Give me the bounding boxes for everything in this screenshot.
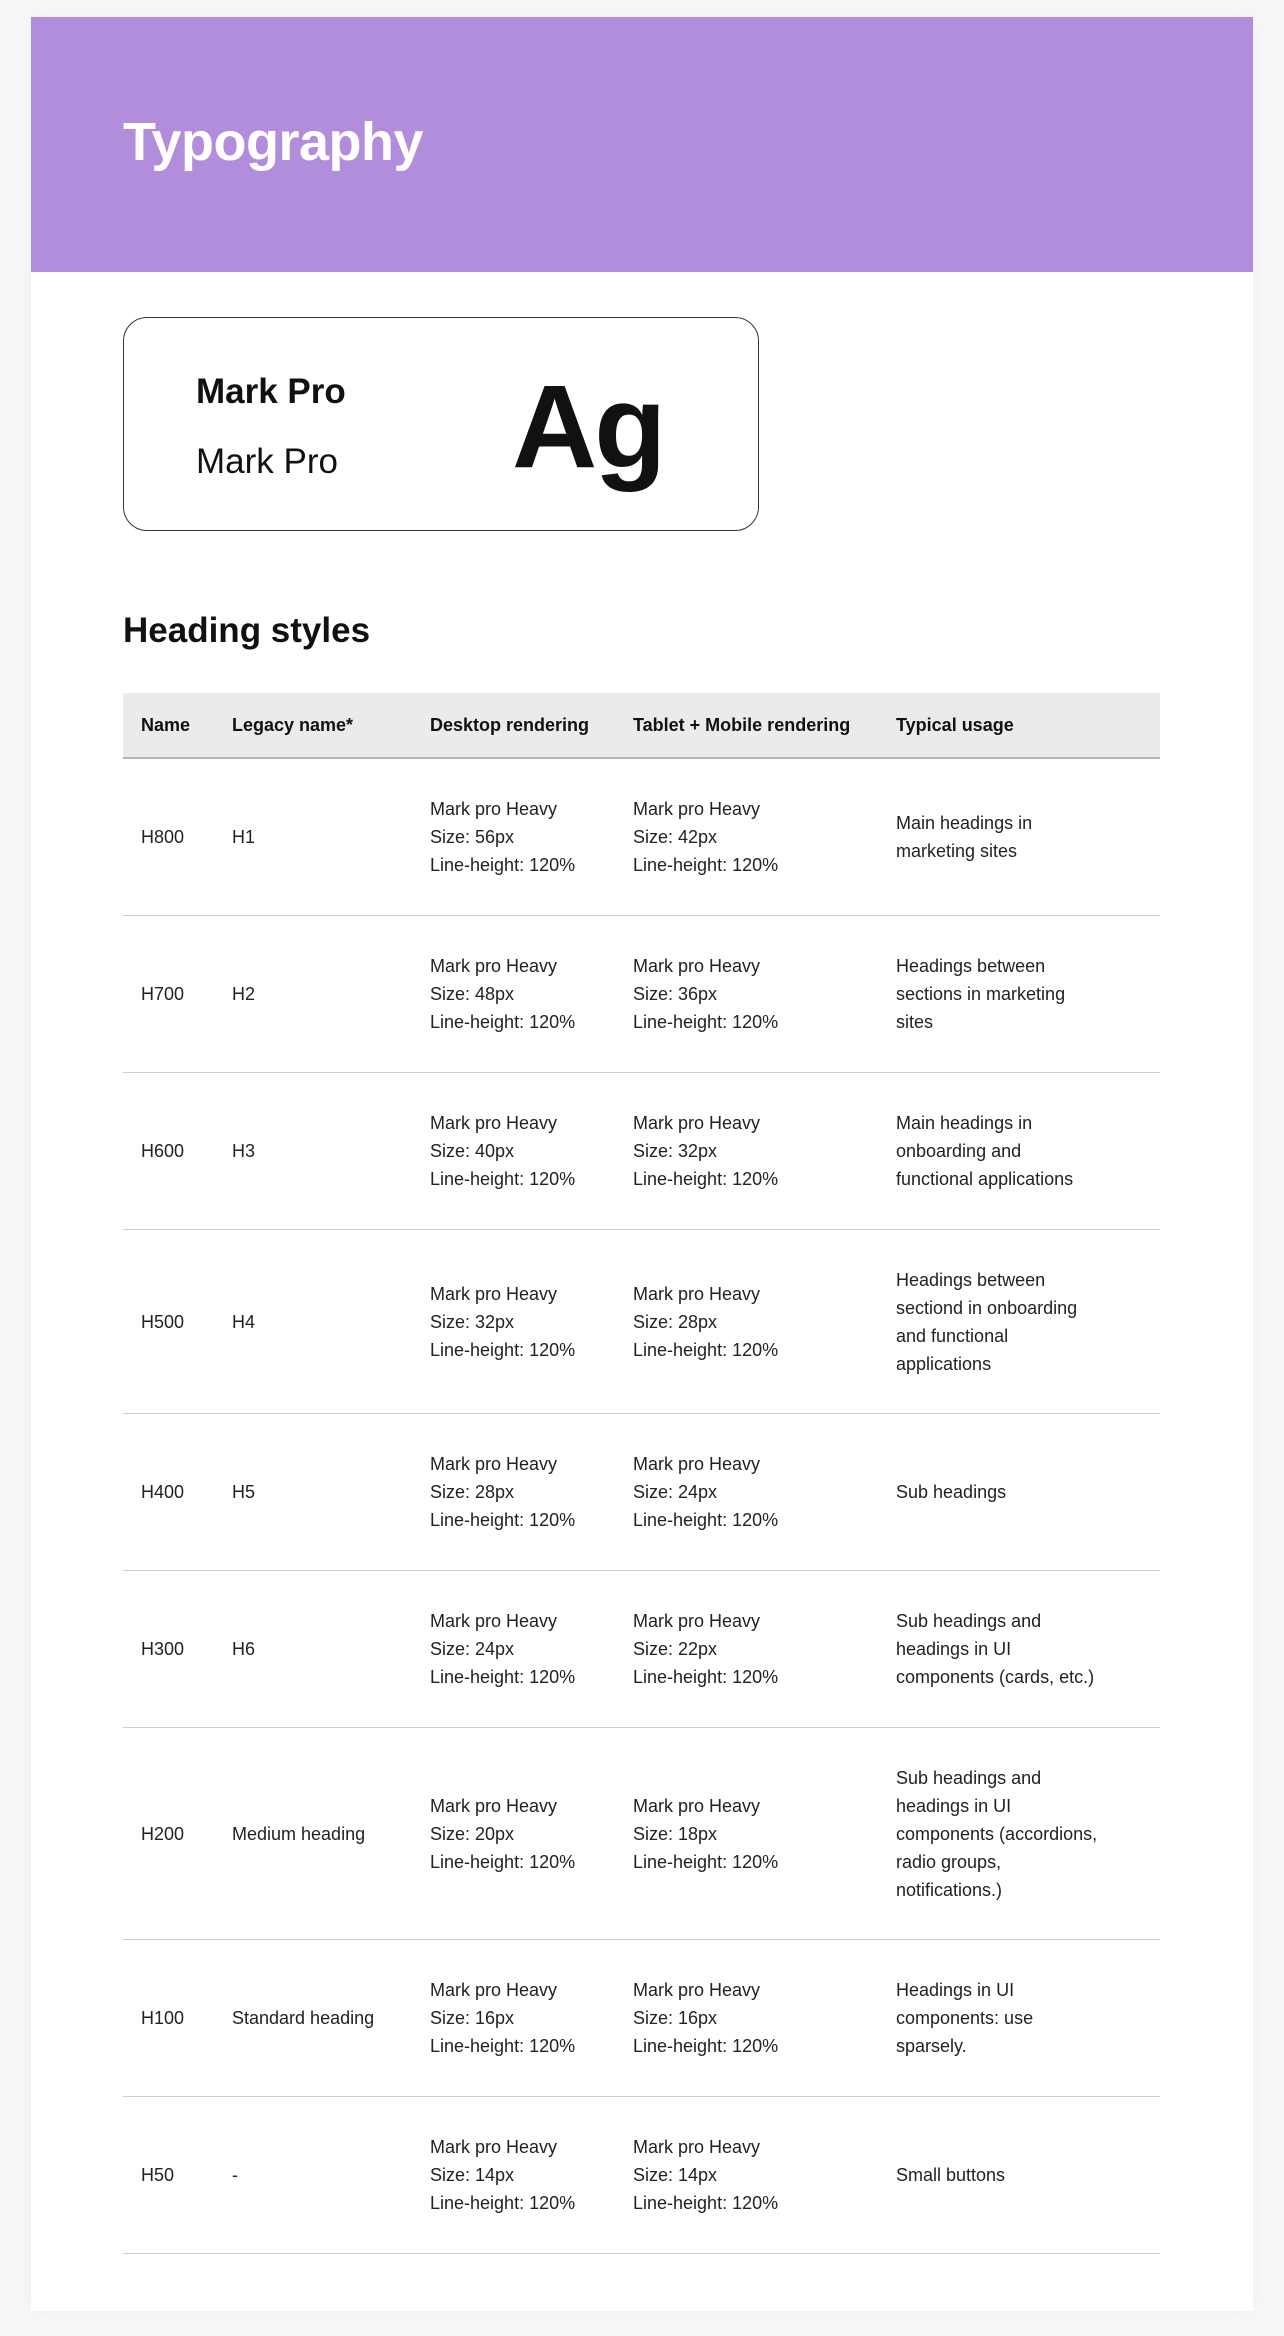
table-row xyxy=(123,2097,1160,2254)
cell-desktop-rendering xyxy=(412,1414,615,1571)
usage-line: onboarding and xyxy=(896,1141,1022,1161)
spec-size: Size: 28px xyxy=(430,1482,515,1502)
spec-size: Size: 36px xyxy=(633,984,718,1004)
spec-size: Size: 56px xyxy=(430,827,515,847)
spec-font: Mark pro Heavy xyxy=(633,799,761,819)
column-header-desktop-rendering: Desktop rendering xyxy=(412,693,615,758)
spec-line-height: Line-height: 120% xyxy=(430,1012,576,1032)
table-row xyxy=(123,1571,1160,1728)
spec-font: Mark pro Heavy xyxy=(430,1113,558,1133)
usage-line: Main headings in xyxy=(896,1113,1033,1133)
table-row xyxy=(123,916,1160,1073)
spec-line-height: Line-height: 120% xyxy=(430,1667,576,1687)
cell-desktop-rendering xyxy=(412,1728,615,1940)
cell-name: H200 xyxy=(123,1728,214,1940)
table-header-row xyxy=(123,693,1160,758)
usage-line: components (accordions, xyxy=(896,1823,1098,1844)
spec-line-height: Line-height: 120% xyxy=(633,1169,779,1189)
cell-desktop-rendering xyxy=(412,2097,615,2254)
cell-name: H50 xyxy=(123,2097,214,2254)
cell-typical-usage xyxy=(878,1728,1160,1940)
spec-font: Mark pro Heavy xyxy=(430,956,558,976)
spec-line-height: Line-height: 120% xyxy=(430,1510,576,1530)
spec-size: Size: 16px xyxy=(633,2008,718,2028)
cell-name: H300 xyxy=(123,1571,214,1728)
cell-mobile-rendering xyxy=(615,916,878,1073)
cell-typical-usage xyxy=(878,1073,1160,1230)
spec-size: Size: 48px xyxy=(430,984,515,1004)
cell-legacy-name: H2 xyxy=(214,916,412,1073)
spec-size: Size: 20px xyxy=(430,1823,515,1844)
font-name-regular: Mark Pro xyxy=(196,442,338,481)
spec-line-height: Line-height: 120% xyxy=(633,1012,779,1032)
usage-line: functional applications xyxy=(896,1169,1074,1189)
spec-font: Mark pro Heavy xyxy=(633,1113,761,1133)
spec-size: Size: 18px xyxy=(633,1823,718,1844)
usage-line: sections in marketing xyxy=(896,984,1066,1004)
spec-font: Mark pro Heavy xyxy=(633,956,761,976)
spec-font: Mark pro Heavy xyxy=(430,1795,558,1816)
spec-font: Mark pro Heavy xyxy=(430,1611,558,1631)
cell-legacy-name: Medium heading xyxy=(214,1728,412,1940)
cell-legacy-name: H3 xyxy=(214,1073,412,1230)
usage-line: and functional xyxy=(896,1325,1009,1346)
usage-line: components: use xyxy=(896,2008,1034,2028)
cell-name: H800 xyxy=(123,758,214,916)
spec-font: Mark pro Heavy xyxy=(430,1980,558,2000)
typography-card xyxy=(31,17,1253,2311)
usage-line: sectiond in onboarding xyxy=(896,1297,1078,1318)
cell-typical-usage xyxy=(878,916,1160,1073)
table-row xyxy=(123,1728,1160,1940)
cell-legacy-name: H5 xyxy=(214,1414,412,1571)
section-title: Heading styles xyxy=(123,611,371,650)
usage-line: sparsely. xyxy=(896,2036,967,2056)
usage-line: Headings between xyxy=(896,956,1046,976)
hero-banner xyxy=(31,17,1253,272)
spec-size: Size: 14px xyxy=(633,2165,718,2185)
font-specimen-card xyxy=(123,317,759,531)
font-sample-glyphs: Ag xyxy=(512,361,664,493)
cell-legacy-name: - xyxy=(214,2097,412,2254)
cell-typical-usage xyxy=(878,1230,1160,1414)
spec-line-height: Line-height: 120% xyxy=(430,2193,576,2213)
usage-line: headings in UI xyxy=(896,1639,1012,1659)
column-header-legacy-name: Legacy name* xyxy=(214,693,412,758)
column-header-mobile-rendering: Tablet + Mobile rendering xyxy=(615,693,878,758)
usage-line: sites xyxy=(896,1012,934,1032)
cell-desktop-rendering xyxy=(412,916,615,1073)
cell-desktop-rendering xyxy=(412,1230,615,1414)
spec-line-height: Line-height: 120% xyxy=(430,855,576,875)
table-row xyxy=(123,1414,1160,1571)
spec-font: Mark pro Heavy xyxy=(633,1795,761,1816)
spec-size: Size: 24px xyxy=(633,1482,718,1502)
usage-line: marketing sites xyxy=(896,841,1018,861)
usage-line: headings in UI xyxy=(896,1795,1012,1816)
spec-font: Mark pro Heavy xyxy=(430,1454,558,1474)
cell-typical-usage xyxy=(878,1571,1160,1728)
spec-line-height: Line-height: 120% xyxy=(633,1510,779,1530)
font-name-bold: Mark Pro xyxy=(196,372,346,411)
spec-font: Mark pro Heavy xyxy=(430,1283,558,1304)
page-title: Typography xyxy=(123,112,424,172)
usage-line: Main headings in xyxy=(896,813,1033,833)
cell-name: H700 xyxy=(123,916,214,1073)
cell-typical-usage xyxy=(878,1940,1160,2097)
cell-desktop-rendering xyxy=(412,1571,615,1728)
cell-mobile-rendering xyxy=(615,1728,878,1940)
spec-font: Mark pro Heavy xyxy=(633,1454,761,1474)
usage-line: notifications.) xyxy=(896,1879,1003,1900)
spec-size: Size: 16px xyxy=(430,2008,515,2028)
cell-desktop-rendering xyxy=(412,1940,615,2097)
spec-font: Mark pro Heavy xyxy=(633,1980,761,2000)
spec-size: Size: 32px xyxy=(633,1141,718,1161)
cell-name: H400 xyxy=(123,1414,214,1571)
spec-line-height: Line-height: 120% xyxy=(430,1851,576,1872)
usage-line: Small buttons xyxy=(896,2165,1006,2185)
cell-name: H500 xyxy=(123,1230,214,1414)
spec-font: Mark pro Heavy xyxy=(633,2137,761,2157)
spec-size: Size: 32px xyxy=(430,1311,515,1332)
usage-line: Headings in UI xyxy=(896,1980,1015,2000)
spec-font: Mark pro Heavy xyxy=(430,2137,558,2157)
usage-line: Headings between xyxy=(896,1269,1046,1290)
spec-size: Size: 40px xyxy=(430,1141,515,1161)
table-row xyxy=(123,758,1160,916)
cell-typical-usage xyxy=(878,1414,1160,1571)
spec-line-height: Line-height: 120% xyxy=(633,1851,779,1872)
spec-line-height: Line-height: 120% xyxy=(430,1339,576,1360)
spec-size: Size: 28px xyxy=(633,1311,718,1332)
cell-mobile-rendering xyxy=(615,1940,878,2097)
cell-typical-usage xyxy=(878,2097,1160,2254)
spec-line-height: Line-height: 120% xyxy=(633,1667,779,1687)
table-row xyxy=(123,1230,1160,1414)
spec-size: Size: 24px xyxy=(430,1639,515,1659)
cell-mobile-rendering xyxy=(615,1230,878,1414)
cell-legacy-name: H6 xyxy=(214,1571,412,1728)
cell-mobile-rendering xyxy=(615,1073,878,1230)
heading-styles-table xyxy=(123,693,1160,2254)
spec-font: Mark pro Heavy xyxy=(633,1611,761,1631)
spec-font: Mark pro Heavy xyxy=(633,1283,761,1304)
spec-size: Size: 14px xyxy=(430,2165,515,2185)
cell-typical-usage xyxy=(878,758,1160,916)
spec-size: Size: 42px xyxy=(633,827,718,847)
cell-legacy-name: Standard heading xyxy=(214,1940,412,2097)
spec-line-height: Line-height: 120% xyxy=(430,2036,576,2056)
table-row xyxy=(123,1940,1160,2097)
cell-mobile-rendering xyxy=(615,2097,878,2254)
usage-line: applications xyxy=(896,1353,992,1374)
cell-desktop-rendering xyxy=(412,758,615,916)
cell-mobile-rendering xyxy=(615,1414,878,1571)
cell-mobile-rendering xyxy=(615,758,878,916)
spec-line-height: Line-height: 120% xyxy=(633,2036,779,2056)
column-header-typical-usage: Typical usage xyxy=(878,693,1160,758)
spec-line-height: Line-height: 120% xyxy=(633,855,779,875)
spec-font: Mark pro Heavy xyxy=(430,799,558,819)
spec-line-height: Line-height: 120% xyxy=(430,1169,576,1189)
usage-line: Sub headings xyxy=(896,1482,1007,1502)
usage-line: radio groups, xyxy=(896,1851,1002,1872)
usage-line: Sub headings and xyxy=(896,1611,1042,1631)
cell-desktop-rendering xyxy=(412,1073,615,1230)
table-row xyxy=(123,1073,1160,1230)
column-header-name: Name xyxy=(123,693,214,758)
cell-mobile-rendering xyxy=(615,1571,878,1728)
usage-line: Sub headings and xyxy=(896,1767,1042,1788)
spec-line-height: Line-height: 120% xyxy=(633,2193,779,2213)
cell-name: H100 xyxy=(123,1940,214,2097)
spec-size: Size: 22px xyxy=(633,1639,718,1659)
cell-legacy-name: H1 xyxy=(214,758,412,916)
cell-legacy-name: H4 xyxy=(214,1230,412,1414)
spec-line-height: Line-height: 120% xyxy=(633,1339,779,1360)
cell-name: H600 xyxy=(123,1073,214,1230)
usage-line: components (cards, etc.) xyxy=(896,1667,1095,1687)
